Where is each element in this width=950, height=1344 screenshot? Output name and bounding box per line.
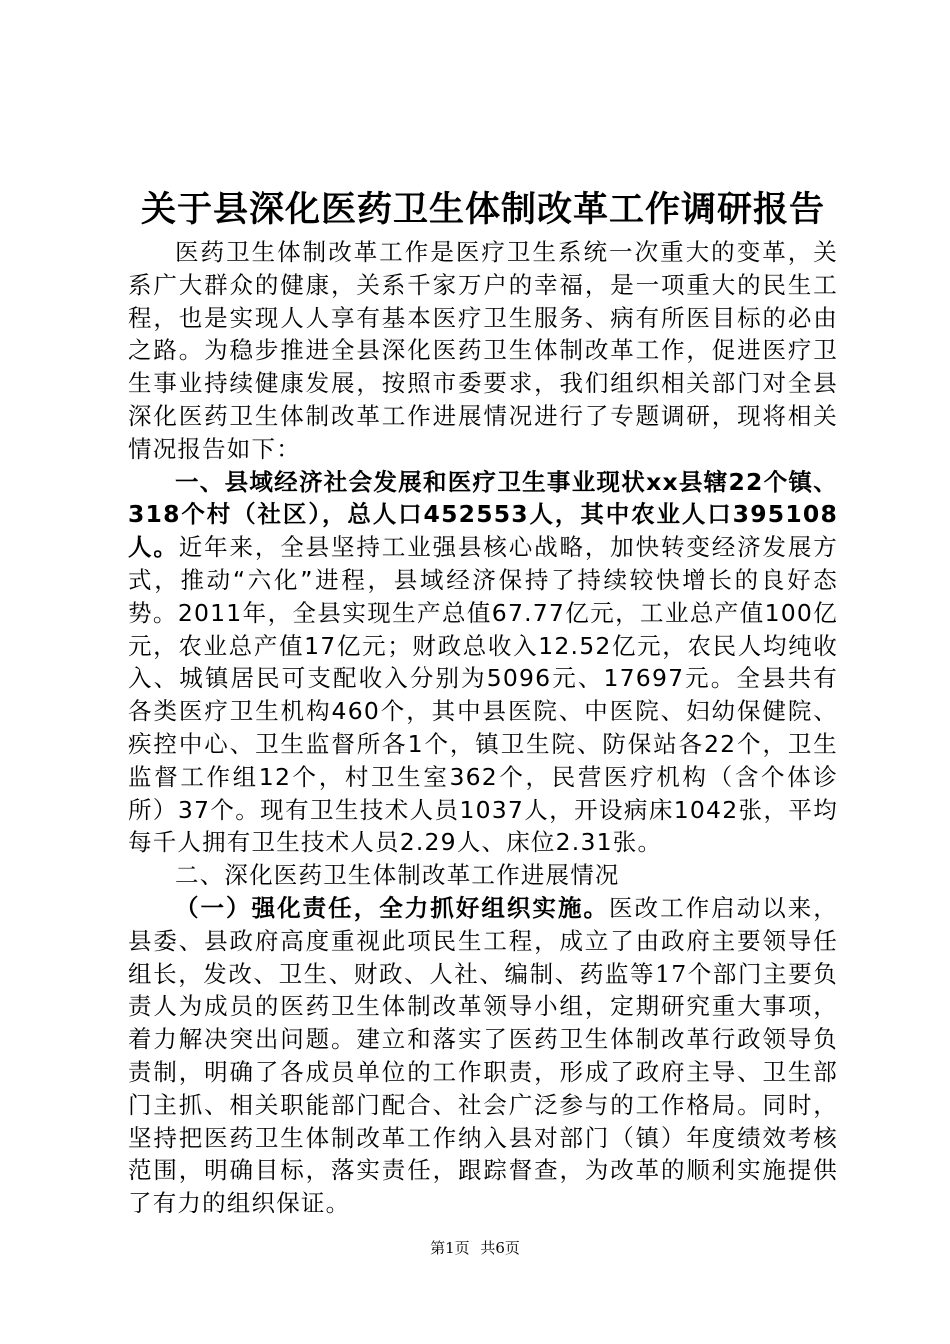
section1-heading: 一、县域经济社会发展和医疗卫生事业现状xx县辖22个镇、318个村（社区），总人口452553人，其中农业人口395108人。 [128,467,838,562]
intro-paragraph: 医药卫生体制改革工作是医疗卫生系统一次重大的变革，关系广大群众的健康，关系千家万户的幸福，是一项重大的民生工程，也是实现人人享有基本医疗卫生服务、病有所医目标的必由之路。为稳步推进全县深化医药卫生体制改革工作，促进医疗卫生事业持续健康发展，按照市委要求，我们组织相关部门对全县深化医药卫生体制改革工作进展情况进行了专题调研，现将相关情况报告如下： [128,238,838,463]
section2-sub1-text: 医改工作启动以来，县委、县政府高度重视此项民生工程，成立了由政府主要领导任组长，发改、卫生、财政、人社、编制、药监等17个部门主要负责人为成员的医药卫生体制改革领导小组，定期研究重大事项，着力解决突出问题。建立和落实了医药卫生体制改革行政领导负责制，明确了各成员单位的工作职责，形成了政府主导、卫生部门主抓、相关职能部门配合、社会广泛参与的工作格局。同时，坚持把医药卫生体制改革工作纳入县对部门（镇）年度绩效考核范围，明确目标，落实责任，跟踪督查，为改革的顺利实施提供了有力的组织保证。 [128,893,838,1218]
section2-sub1-paragraph [128,892,838,1220]
page-number: 第1页 [430,1239,470,1257]
section2-heading: 二、深化医药卫生体制改革工作进展情况 [175,861,620,890]
document-body [128,236,838,1220]
section1-text: 近年来，全县坚持工业强县核心战略，加快转变经济发展方式，推动“六化”进程，县域经济保持了持续较快增长的良好态势。2011年，全县实现生产总值67.77亿元，工业总产值100亿元，农业总产值17亿元；财政总收入12.52亿元，农民人均纯收入、城镇居民可支配收入分别为5096元、17697元。全县共有各类医疗卫生机构460个，其中县医院、中医院、妇幼保健院、疾控中心、卫生监督所各1个，镇卫生院、防保站各22个，卫生监督工作组12个，村卫生室362个，民营医疗机构（含个体诊所）37个。现有卫生技术人员1037人，开设病床1042张，平均每千人拥有卫生技术人员2.29人、床位2.31张。 [128,533,838,857]
page-total: 共6页 [480,1239,520,1257]
section2-sub1-heading: （一）强化责任，全力抓好组织实施。 [175,893,610,922]
document-page [128,0,838,1344]
section1-paragraph [128,466,838,860]
document-title: 关于县深化医药卫生体制改革工作调研报告 [140,190,825,230]
page-footer [0,1238,950,1258]
